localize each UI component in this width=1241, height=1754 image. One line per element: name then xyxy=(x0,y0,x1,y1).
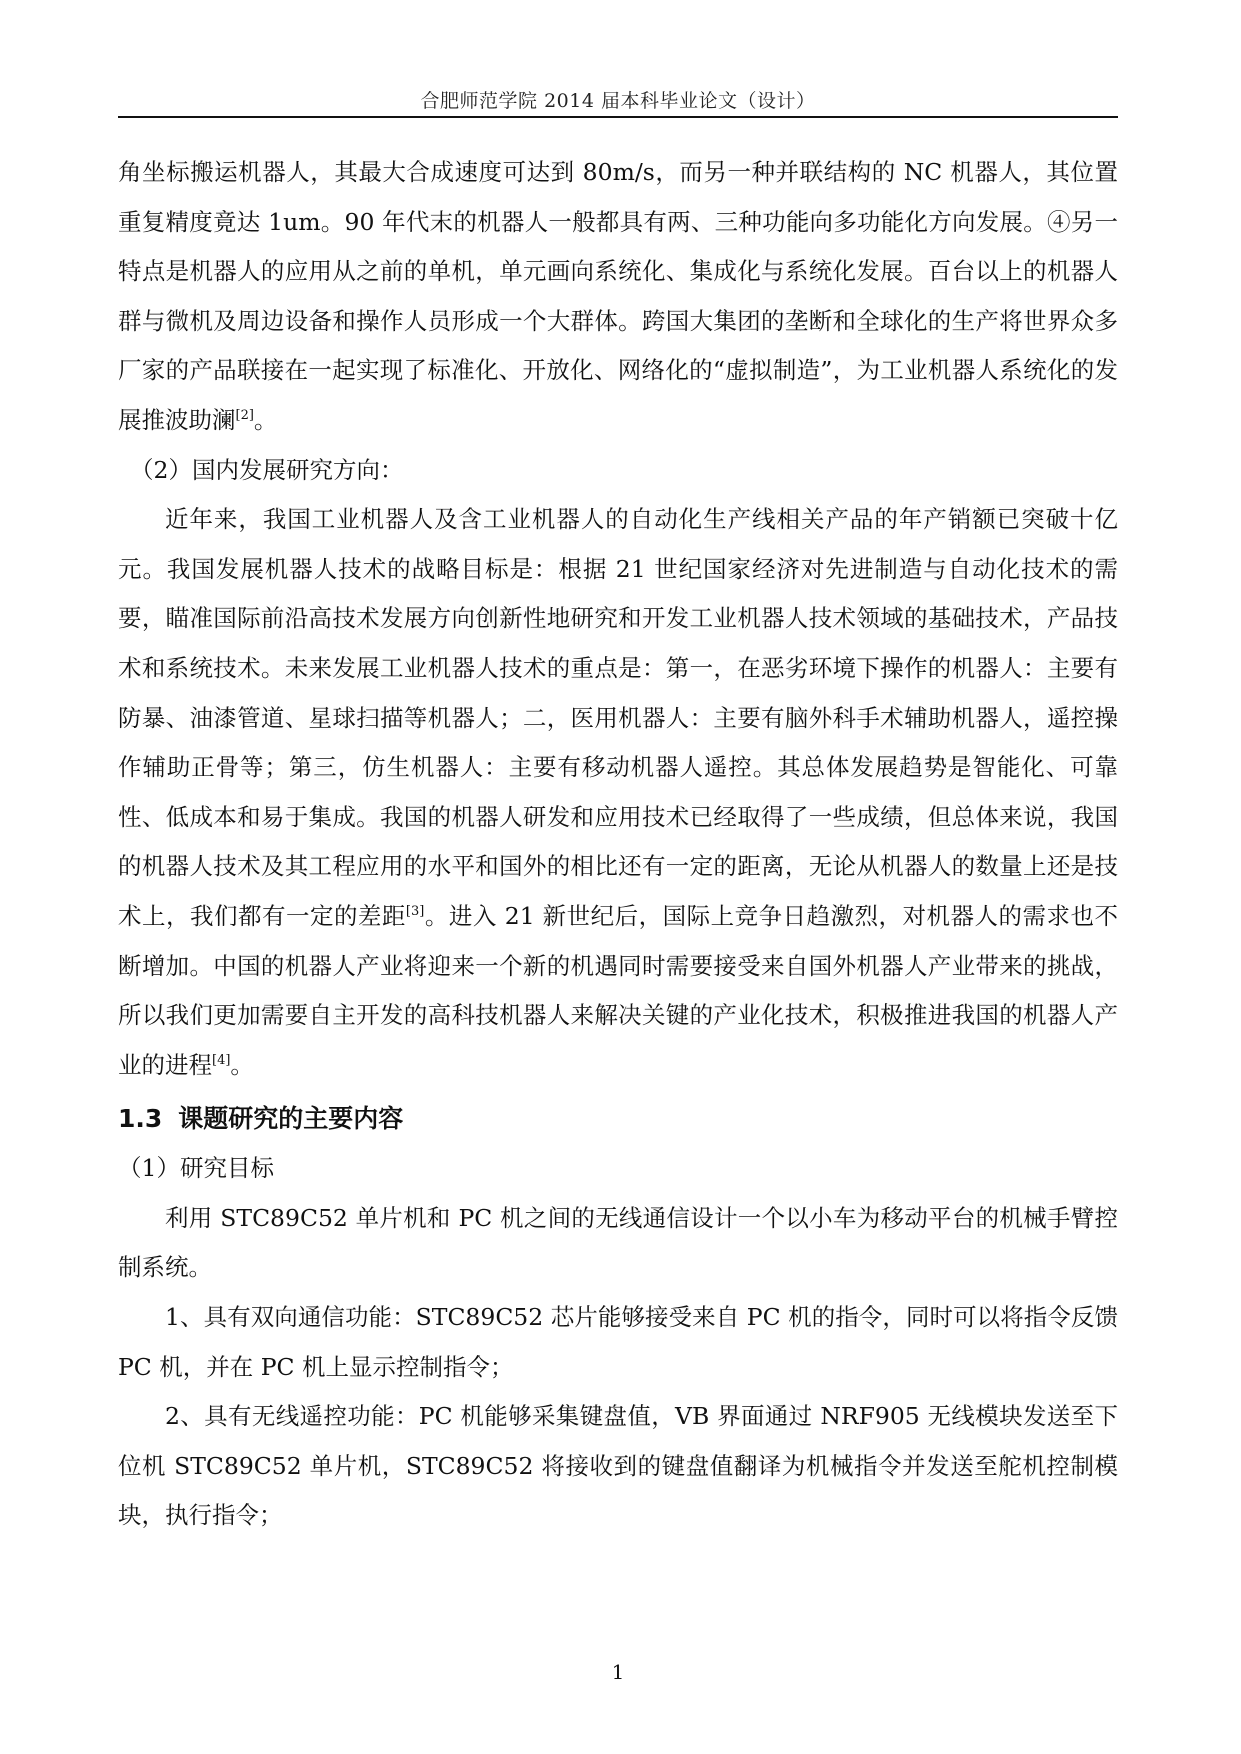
citation-ref: [2] xyxy=(235,408,254,424)
subsection-label: （1）研究目标 xyxy=(118,1154,274,1183)
paragraph-text: 近年来，我国工业机器人及含工业机器人的自动化生产线相关产品的年产销额已突破十亿元。我国发展机器人技术的战略目标是：根据 21 世纪国家经济对先进制造与自动化技术的需要，瞄准国际前沿高技术发展方向创新性地研究和开发工业机器人技术领域的基础技术，产品技术和系统技术。未来发展工业机器人技术的重点是：第一，在恶劣环境下操作的机器人：主要有防暴、油漆管道、星球扫描等机器人；二，医用机器人：主要有脑外科手术辅助机器人，遥控操作辅助正骨等；第三，仿生机器人：主要有移动机器人遥控。其总体发展趋势是智能化、可靠性、低成本和易于集成。我国的机器人研发和应用技术已经取得了一些成绩，但总体来说，我国的机器人技术及其工程应用的水平和国外的相比还有一定的距离，无论从机器人的数量上还是技术上，我们都有一定的差距 xyxy=(118,505,1118,930)
paragraph-research-goal: 利用 STC89C52 单片机和 PC 机之间的无线通信设计一个以小车为移动平台的机械手臂控制系统。 xyxy=(118,1203,1118,1282)
paragraph-text: 角坐标搬运机器人，其最大合成速度可达到 80m/s，而另一种并联结构的 NC 机器人，其位置重复精度竟达 1um。90 年代末的机器人一般都具有两、三种功能向多功能化方向发展。④另一特点是机器人的应用从之前的单机，单元画向系统化、集成化与系统化发展。百台以上的机器人群与微机及周边设备和操作人员形成一个大群体。跨国大集团的垄断和全球化的生产将世界众多厂家的产品联接在一起实现了标准化、开放化、网络化的“虚拟制造”，为工业机器人系统化的发展推波助澜 xyxy=(118,158,1118,434)
citation-ref: [4] xyxy=(212,1052,231,1068)
paragraph-tail: 。 xyxy=(230,1050,254,1079)
paragraph-tail: 。 xyxy=(253,405,278,434)
paragraph-feature-2: 2、具有无线遥控功能：PC 机能够采集键盘值，VB 界面通过 NRF905 无线模块发送至下位机 STC89C52 单片机，STC89C52 将接收到的键盘值翻译为机械指令并发送至舵机控制模块，执行指令； xyxy=(118,1402,1118,1530)
running-header: 合肥师范学院 2014 届本科毕业论文（设计） xyxy=(420,90,816,112)
paragraph-feature-1: 1、具有双向通信功能：STC89C52 芯片能够接受来自 PC 机的指令，同时可以将指令反馈 PC 机，并在 PC 机上显示控制指令； xyxy=(118,1303,1118,1381)
header-divider xyxy=(118,116,1118,118)
paragraph-continuation xyxy=(118,148,1118,446)
page-number: 1 xyxy=(611,1660,625,1684)
citation-ref: [3] xyxy=(405,904,425,920)
section-heading xyxy=(118,1094,1118,1144)
section-number: 1.3 xyxy=(118,1104,163,1134)
paragraph-text: 。进入 21 新世纪后，国际上竞争日趋激烈，对机器人的需求也不断增加。中国的机器人产业将迎来一个新的机遇同时需要接受来自国外机器人产业带来的挑战，所以我们更加需要自主开发的高科技机器人来解决关键的产业化技术，积极推进我国的机器人产业的进程 xyxy=(118,901,1118,1079)
page-body xyxy=(118,148,1118,1541)
subsection-label: （2）国内发展研究方向： xyxy=(130,455,404,484)
section-title: 课题研究的主要内容 xyxy=(178,1104,404,1134)
paragraph-domestic-development xyxy=(118,495,1118,1090)
